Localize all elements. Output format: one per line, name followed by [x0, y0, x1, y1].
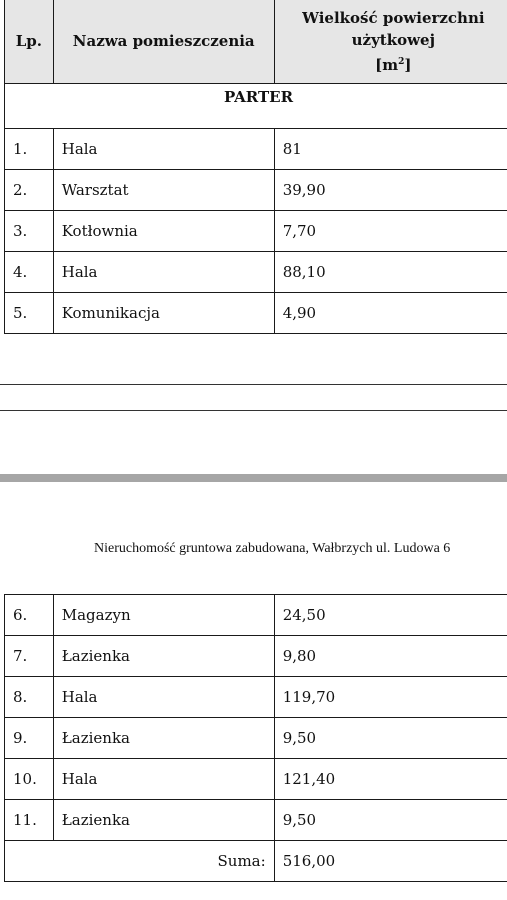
cell-room-name: Hala [53, 759, 274, 800]
horizontal-rule [0, 410, 507, 411]
sum-blank-cell [5, 841, 54, 882]
header-usable-area [274, 0, 507, 84]
header-area-unit [283, 51, 504, 76]
cell-area: 81 [274, 129, 507, 170]
cell-area: 39,90 [274, 170, 507, 211]
cell-lp: 8. [5, 677, 54, 718]
cell-room-name: Łazienka [53, 800, 274, 841]
table-row [5, 636, 507, 677]
cell-room-name: Hala [53, 129, 274, 170]
unit-close: ] [404, 55, 412, 74]
header-area-line2: użytkowej [351, 30, 436, 49]
table-row [5, 759, 507, 800]
table-row [5, 595, 507, 636]
table-row [5, 252, 507, 293]
cell-room-name: Hala [53, 677, 274, 718]
cell-room-name: Warsztat [53, 170, 274, 211]
cell-area: 88,10 [274, 252, 507, 293]
table-header-row [5, 0, 507, 84]
cell-lp: 5. [5, 293, 54, 334]
cell-area: 9,50 [274, 718, 507, 759]
cell-lp: 4. [5, 252, 54, 293]
cell-lp: 9. [5, 718, 54, 759]
cell-room-name: Magazyn [53, 595, 274, 636]
rooms-table-part2 [4, 594, 507, 882]
table-row [5, 129, 507, 170]
table-row [5, 170, 507, 211]
cell-room-name: Łazienka [53, 718, 274, 759]
cell-lp: 6. [5, 595, 54, 636]
cell-area: 121,40 [274, 759, 507, 800]
page-header-address: Nieruchomość gruntowa zabudowana, Wałbrzych ul. Ludowa 6 [94, 541, 451, 556]
cell-lp: 1. [5, 129, 54, 170]
sum-value: 516,00 [274, 841, 507, 882]
cell-lp: 10. [5, 759, 54, 800]
cell-room-name: Kotłownia [53, 211, 274, 252]
table-row [5, 293, 507, 334]
cell-room-name: Komunikacja [53, 293, 274, 334]
cell-area: 4,90 [274, 293, 507, 334]
header-lp: Lp. [5, 0, 54, 84]
cell-lp: 11. [5, 800, 54, 841]
cell-area: 7,70 [274, 211, 507, 252]
cell-area: 9,50 [274, 800, 507, 841]
rooms-table-part1 [4, 0, 507, 334]
unit-exponent: 2 [398, 56, 405, 67]
table-row [5, 211, 507, 252]
cell-lp: 2. [5, 170, 54, 211]
cell-area: 119,70 [274, 677, 507, 718]
cell-room-name: Hala [53, 252, 274, 293]
page-break-divider [0, 474, 507, 482]
sum-label: Suma: [53, 841, 274, 882]
table-row [5, 800, 507, 841]
section-row [5, 84, 507, 129]
header-room-name: Nazwa pomieszczenia [53, 0, 274, 84]
unit-open: [m [375, 55, 399, 74]
table-row [5, 718, 507, 759]
header-area-line1: Wielkość powierzchni [302, 8, 485, 27]
cell-area: 9,80 [274, 636, 507, 677]
cell-room-name: Łazienka [53, 636, 274, 677]
cell-lp: 7. [5, 636, 54, 677]
cell-area: 24,50 [274, 595, 507, 636]
cell-lp: 3. [5, 211, 54, 252]
section-title: PARTER [5, 84, 507, 129]
table-row [5, 677, 507, 718]
horizontal-rule [0, 384, 507, 385]
sum-row [5, 841, 507, 882]
